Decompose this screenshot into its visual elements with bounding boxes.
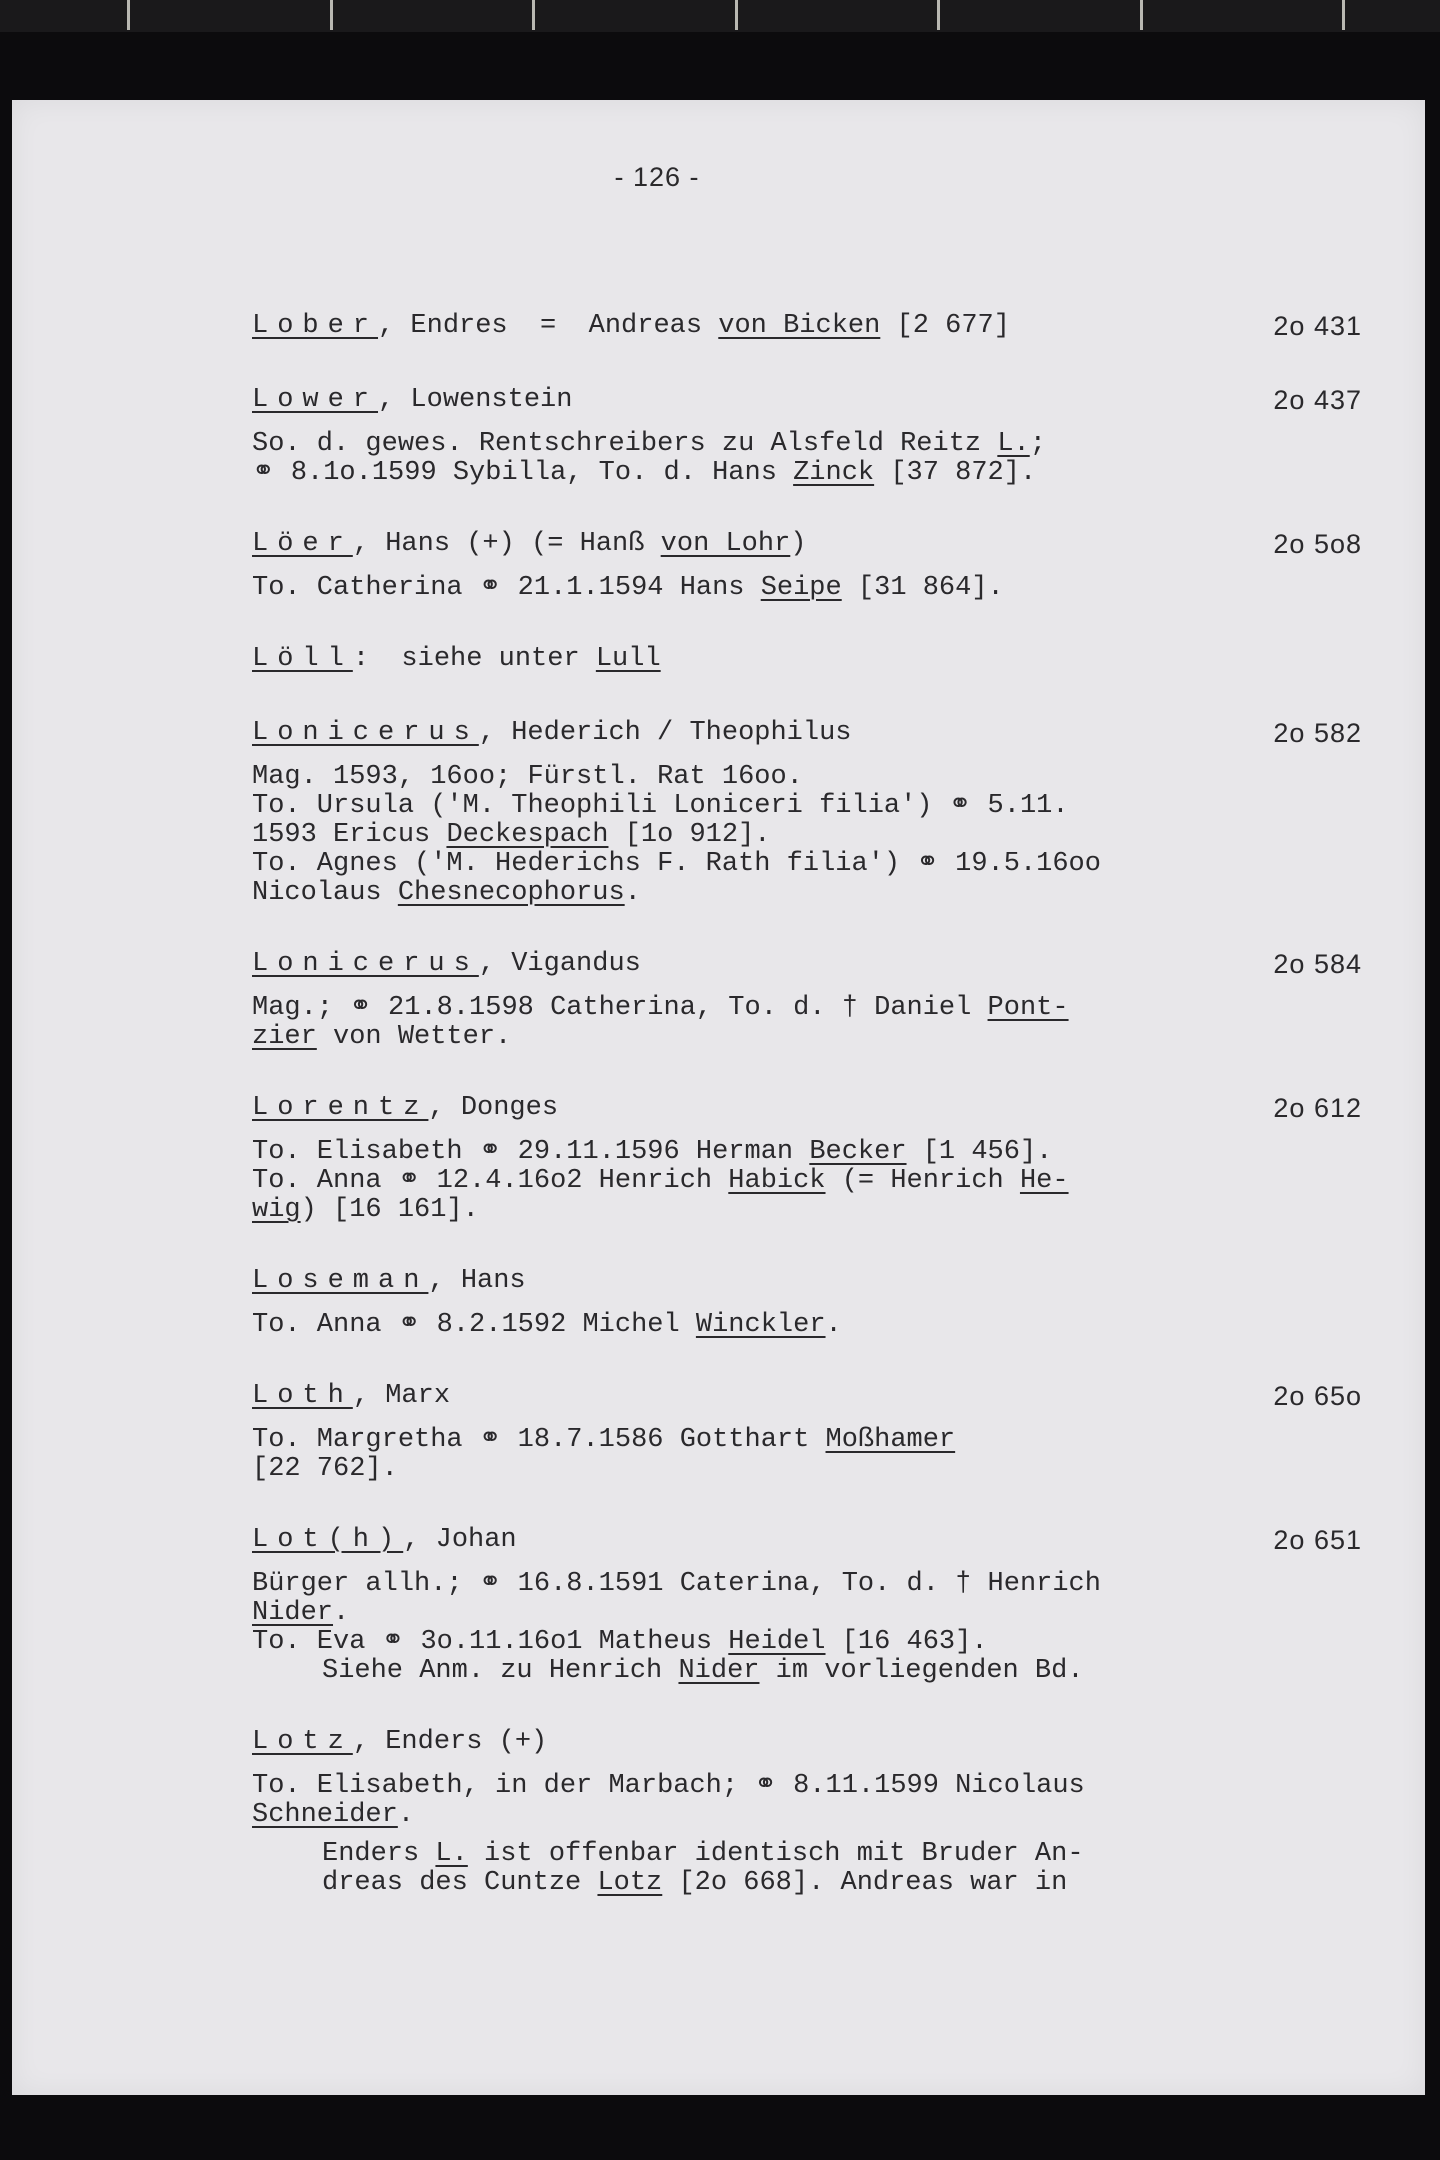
entry-detail-line — [252, 1455, 1362, 1484]
entry-note-line — [252, 1657, 1362, 1686]
line-text: von Wetter. — [316, 1022, 512, 1052]
register-entry — [252, 1728, 1362, 1898]
film-tick-mark — [330, 0, 333, 30]
line-text: Nicolaus — [252, 878, 398, 908]
entry-heading — [252, 312, 1362, 344]
entry-given-name: , Hans (+) (= Hanß — [352, 529, 661, 559]
document-page — [12, 100, 1425, 2095]
entry-detail-line — [252, 1196, 1362, 1225]
line-text: im vorliegenden Bd. — [759, 1656, 1084, 1686]
register-entry — [252, 1382, 1362, 1484]
entry-given-name: : siehe unter — [352, 644, 596, 674]
entry-cross-reference: Lull — [595, 644, 661, 674]
entry-detail-line — [252, 763, 1362, 792]
entry-heading — [252, 950, 1362, 982]
underlined-name: Pont- — [987, 993, 1069, 1023]
entry-reference-number: 2o 5o8 — [1273, 529, 1362, 559]
line-text: . — [333, 1598, 350, 1628]
entry-cross-reference: von Lohr — [660, 529, 791, 559]
entry-reference-number: 2o 584 — [1273, 949, 1362, 979]
underlined-name: Moßhamer — [825, 1425, 956, 1455]
register-entry — [252, 1526, 1362, 1686]
entry-detail-line — [252, 1023, 1362, 1052]
underlined-name: Lotz — [597, 1868, 663, 1898]
entry-heading — [252, 1094, 1362, 1126]
line-text: To. Eva ⚭ 3o.11.16o1 Matheus — [252, 1627, 729, 1657]
entry-heading — [252, 719, 1362, 751]
entry-reference-number: 2o 651 — [1273, 1525, 1362, 1555]
entry-heading-tail: [2 677] — [880, 311, 1010, 341]
underlined-name: Heidel — [728, 1627, 826, 1657]
register-entry — [252, 645, 1362, 677]
entry-heading — [252, 1526, 1362, 1558]
register-entry — [252, 530, 1362, 603]
entry-detail-line — [252, 1628, 1362, 1657]
film-tick-mark — [1342, 0, 1345, 30]
film-tick-mark — [735, 0, 738, 30]
line-text: [37 872]. — [874, 458, 1037, 488]
line-text: Siehe Anm. zu Henrich — [322, 1656, 679, 1686]
entry-given-name: , Vigandus — [478, 949, 641, 979]
underlined-name: L. — [435, 1839, 468, 1869]
entry-surname: Lot(h) — [252, 1525, 404, 1555]
line-text: [31 864]. — [841, 573, 1004, 603]
entry-surname: Lotz — [252, 1727, 353, 1757]
entry-heading — [252, 1382, 1362, 1414]
entry-detail-line — [252, 1599, 1362, 1628]
entry-heading — [252, 645, 1362, 677]
page-number: - 126 - — [614, 162, 700, 192]
underlined-name: Nider — [252, 1598, 334, 1628]
line-text: [16 463]. — [825, 1627, 988, 1657]
line-text: To. Anna ⚭ 12.4.16o2 Henrich — [252, 1166, 729, 1196]
entry-reference-number: 2o 582 — [1273, 718, 1362, 748]
line-text: To. Catherina ⚭ 21.1.1594 Hans — [252, 573, 761, 603]
underlined-name: Becker — [809, 1137, 907, 1167]
underlined-name: Seipe — [760, 573, 842, 603]
entry-list — [252, 312, 1362, 1940]
line-text: To. Margretha ⚭ 18.7.1586 Gotthart — [252, 1425, 826, 1455]
entry-reference-number: 2o 65o — [1273, 1381, 1362, 1411]
entry-surname: Löer — [252, 529, 353, 559]
line-text: [1o 912]. — [608, 820, 771, 850]
entry-detail-line — [252, 1772, 1362, 1801]
entry-surname: Lober — [252, 311, 379, 341]
line-text: (= Henrich — [825, 1166, 1020, 1196]
film-tick-mark — [1140, 0, 1143, 30]
underlined-name: Zinck — [793, 458, 875, 488]
entry-surname: Lonicerus — [252, 718, 479, 748]
register-entry — [252, 1267, 1362, 1340]
register-entry — [252, 312, 1362, 344]
entry-detail-line — [252, 821, 1362, 850]
entry-heading — [252, 530, 1362, 562]
entry-detail-line — [252, 879, 1362, 908]
entry-given-name: , Donges — [428, 1093, 559, 1123]
line-text: [1 456]. — [906, 1137, 1053, 1167]
underlined-name: zier — [252, 1022, 317, 1052]
entry-given-name: , Hederich / Theophilus — [478, 718, 852, 748]
line-text: ist offenbar identisch mit Bruder An- — [467, 1839, 1084, 1869]
register-entry — [252, 1094, 1362, 1225]
entry-surname: Lower — [252, 385, 379, 415]
entry-given-name: , Johan — [403, 1525, 517, 1555]
line-text: . — [825, 1310, 842, 1340]
underlined-name: Deckespach — [446, 820, 609, 850]
entry-heading-tail: ) — [790, 529, 807, 559]
film-tick-mark — [532, 0, 535, 30]
underlined-name: He- — [1019, 1166, 1069, 1196]
line-text: . — [624, 878, 641, 908]
line-text: To. Anna ⚭ 8.2.1592 Michel — [252, 1310, 696, 1340]
line-text: Mag. 1593, 16oo; Fürstl. Rat 16oo. — [252, 762, 803, 792]
underlined-name: Schneider — [252, 1800, 398, 1830]
entry-given-name: , Hans — [428, 1266, 526, 1296]
entry-detail-line — [252, 792, 1362, 821]
entry-surname: Loth — [252, 1381, 353, 1411]
entry-cross-reference: von Bicken — [718, 311, 881, 341]
entry-reference-number: 2o 437 — [1273, 385, 1362, 415]
line-text: ⚭ 8.1o.1599 Sybilla, To. d. Hans — [252, 458, 794, 488]
line-text: dreas des Cuntze — [322, 1868, 598, 1898]
entry-given-name: , Enders (+) — [352, 1727, 548, 1757]
register-entry — [252, 386, 1362, 488]
underlined-name: wig — [252, 1195, 301, 1225]
entry-detail-line — [252, 994, 1362, 1023]
entry-detail-line — [252, 1167, 1362, 1196]
entry-note-line — [252, 1869, 1362, 1898]
entry-given-name: , Lowenstein — [378, 385, 573, 415]
entry-heading — [252, 1728, 1362, 1760]
line-text: Mag.; ⚭ 21.8.1598 Catherina, To. d. † Daniel — [252, 993, 988, 1023]
film-tick-mark — [937, 0, 940, 30]
underlined-name: Winckler — [695, 1310, 826, 1340]
entry-given-name: , Endres = Andreas — [378, 311, 719, 341]
entry-given-name: , Marx — [352, 1381, 451, 1411]
film-tick-mark — [127, 0, 130, 30]
entry-note-line — [252, 1840, 1362, 1869]
entry-heading — [252, 1267, 1362, 1299]
line-text: [22 762]. — [252, 1454, 398, 1484]
register-entry — [252, 719, 1362, 908]
entry-detail-line — [252, 430, 1362, 459]
entry-surname: Lorentz — [252, 1093, 429, 1123]
line-text: To. Ursula ('M. Theophili Loniceri filia') ⚭ 5.11. — [252, 791, 1069, 821]
entry-detail-line — [252, 574, 1362, 603]
line-text: Bürger allh.; ⚭ 16.8.1591 Caterina, To. d. † Henrich — [252, 1569, 1101, 1599]
line-text: So. d. gewes. Rentschreibers zu Alsfeld Reitz — [252, 429, 998, 459]
register-entry — [252, 950, 1362, 1052]
line-text: To. Agnes ('M. Hederichs F. Rath filia') ⚭ 19.5.16oo — [252, 849, 1101, 879]
entry-detail-line — [252, 1570, 1362, 1599]
underlined-name: L. — [997, 429, 1030, 459]
line-text: 1593 Ericus — [252, 820, 447, 850]
line-text: To. Elisabeth ⚭ 29.11.1596 Herman — [252, 1137, 810, 1167]
entry-reference-number: 2o 431 — [1273, 311, 1362, 341]
line-text: To. Elisabeth, in der Marbach; ⚭ 8.11.1599 Nicolaus — [252, 1771, 1085, 1801]
entry-detail-line — [252, 1426, 1362, 1455]
line-text: . — [397, 1800, 415, 1830]
entry-surname: Loseman — [252, 1266, 429, 1296]
underlined-name: Habick — [728, 1166, 826, 1196]
entry-detail-line — [252, 1311, 1362, 1340]
line-text: ; — [1029, 429, 1046, 459]
line-text: Enders — [322, 1839, 436, 1869]
underlined-name: Chesnecophorus — [397, 878, 625, 908]
film-edge — [0, 0, 1440, 32]
entry-detail-line — [252, 1138, 1362, 1167]
entry-detail-line — [252, 459, 1362, 488]
entry-surname: Löll — [252, 644, 353, 674]
entry-surname: Lonicerus — [252, 949, 479, 979]
underlined-name: Nider — [678, 1656, 760, 1686]
entry-detail-line — [252, 1801, 1362, 1830]
entry-detail-line — [252, 850, 1362, 879]
entry-reference-number: 2o 612 — [1273, 1093, 1362, 1123]
entry-heading — [252, 386, 1362, 418]
line-text: [2o 668]. Andreas war in — [662, 1868, 1068, 1898]
line-text: ) [16 161]. — [300, 1195, 479, 1225]
